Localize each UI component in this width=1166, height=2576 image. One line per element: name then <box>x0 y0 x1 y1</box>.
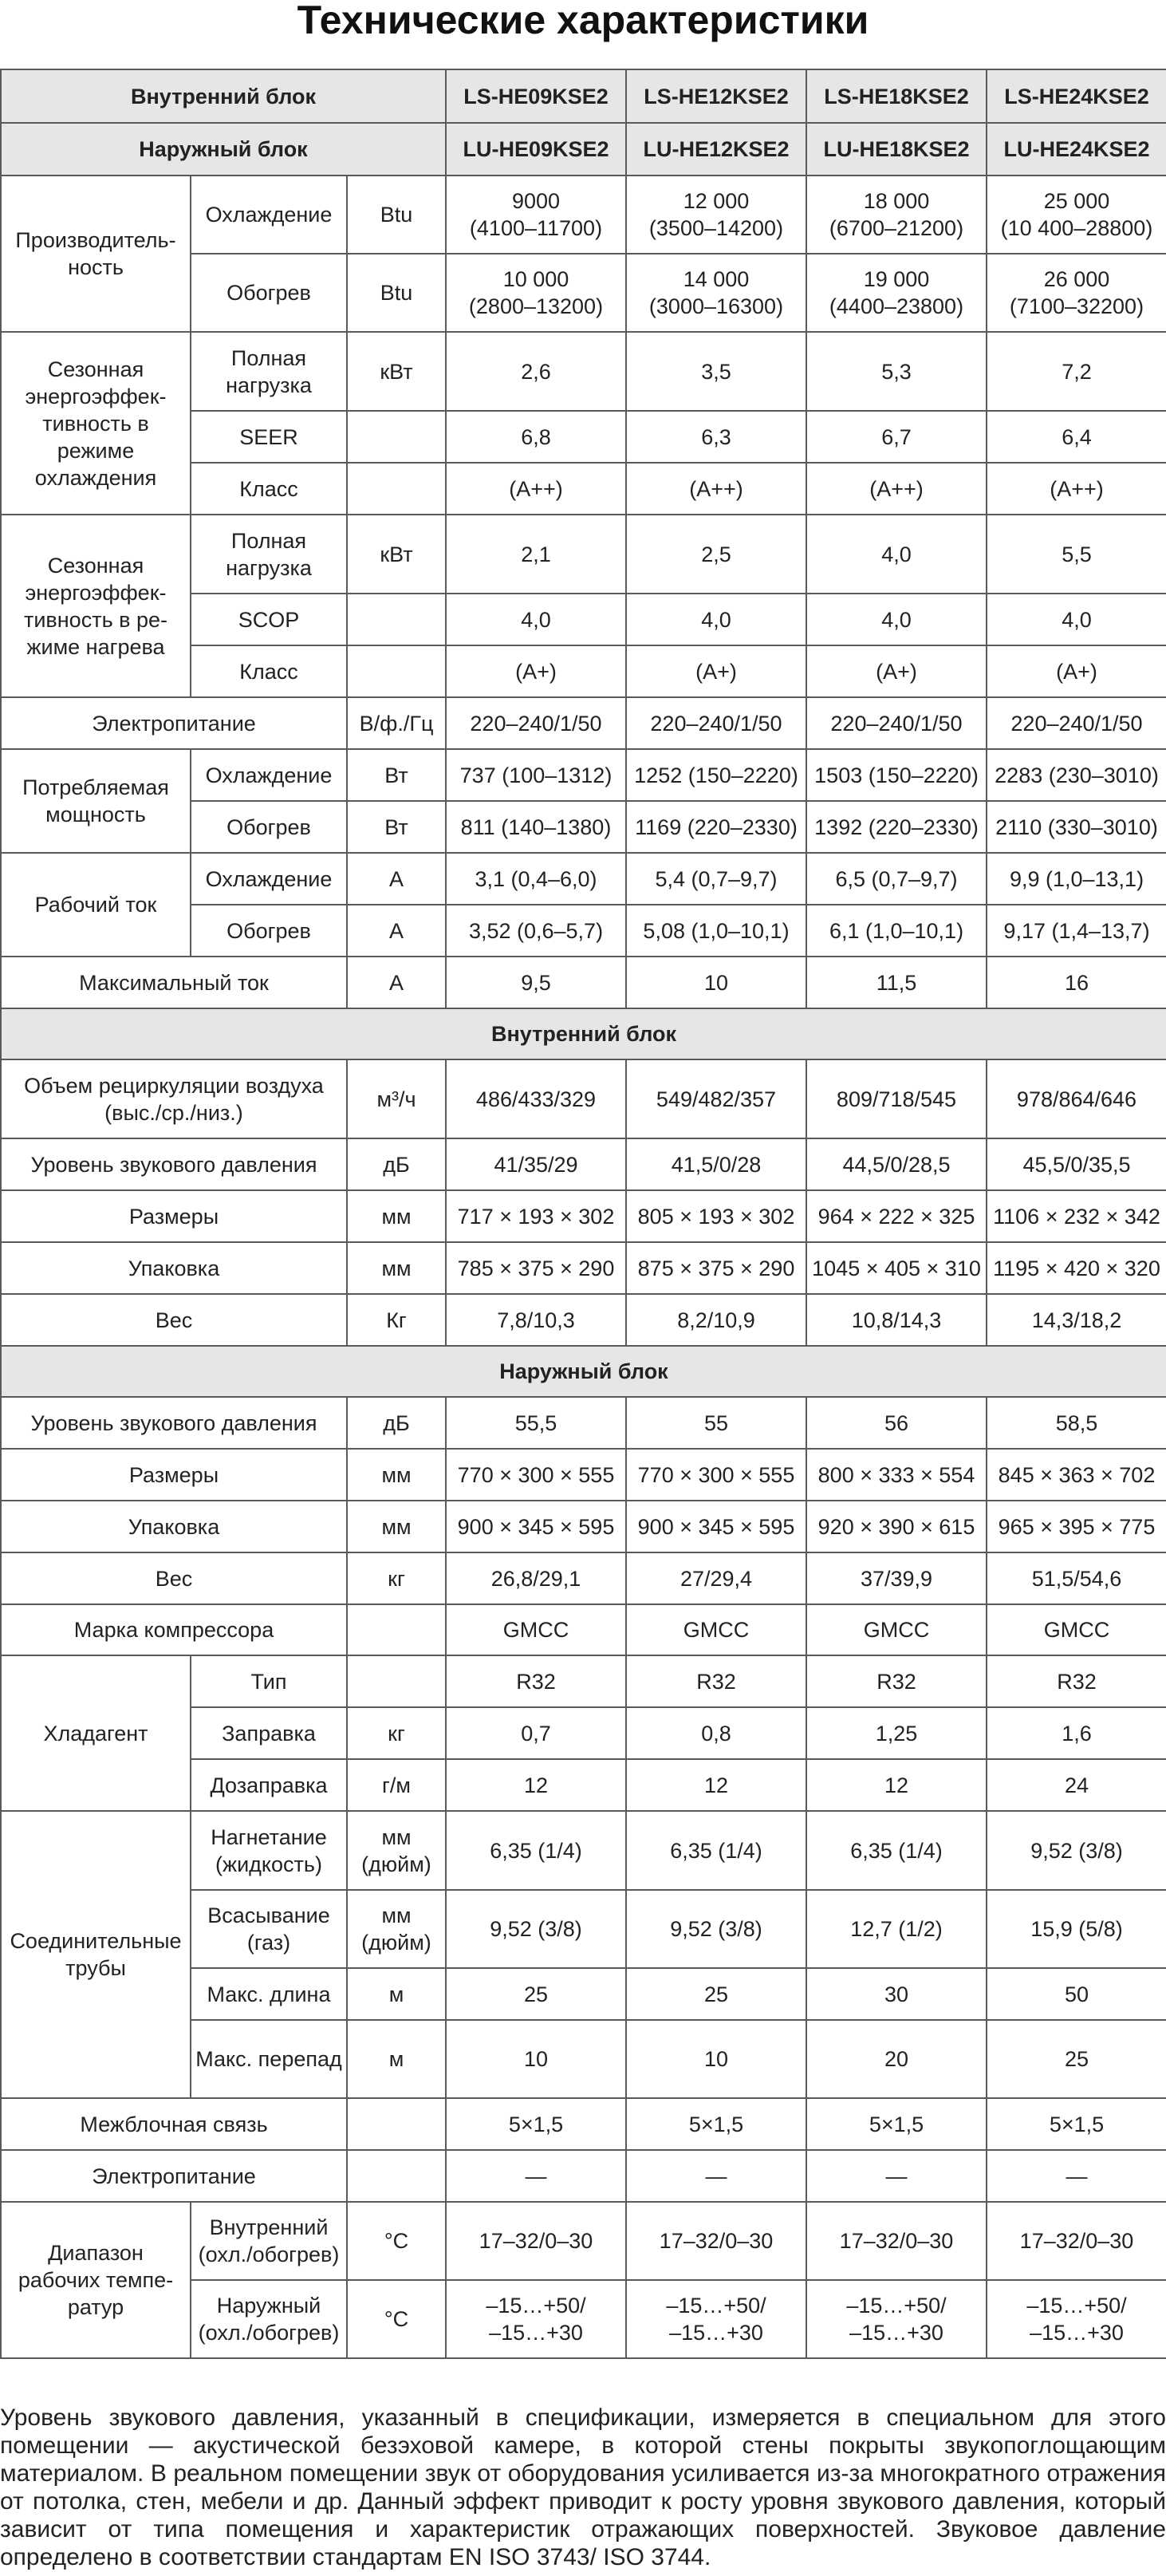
model-cell: LS-HE09KSE2 <box>446 69 626 123</box>
scop-full-row <box>1 515 1166 594</box>
value-cell: (A+) <box>806 645 987 697</box>
value-cell: 14,3/18,2 <box>987 1294 1166 1346</box>
value-cell: 25 <box>626 1968 806 2020</box>
group-label: Хладагент <box>1 1655 191 1811</box>
value-line: –15…+50/ <box>846 2294 947 2318</box>
value-cell: 17–32/0–30 <box>987 2202 1166 2280</box>
value-cell: 10 <box>626 2020 806 2098</box>
row-label: Уровень звукового давления <box>1 1138 347 1190</box>
value-cell: 16 <box>987 957 1166 1008</box>
value-cell: 10 <box>626 957 806 1008</box>
value-cell: 1252 (150–2220) <box>626 749 806 801</box>
value-line: (2800–13200) <box>468 294 604 318</box>
outdoor-pack-row <box>1 1501 1166 1552</box>
value-cell <box>446 2280 626 2358</box>
value-cell: R32 <box>806 1655 987 1707</box>
value-cell: 10,8/14,3 <box>806 1294 987 1346</box>
row-label: Марка компрессора <box>1 1604 347 1655</box>
label-line: Нагнетание <box>211 1825 327 1849</box>
value-line: 26 000 <box>1043 267 1110 291</box>
value-cell: 1106 × 232 × 342 <box>987 1190 1166 1242</box>
value-cell: 55 <box>626 1397 806 1449</box>
value-cell: 220–240/1/50 <box>806 697 987 749</box>
value-line: 10 000 <box>502 267 569 291</box>
value-cell: 1169 (220–2330) <box>626 801 806 853</box>
value-cell: 24 <box>987 1759 1166 1811</box>
unit-cell <box>347 1890 446 1968</box>
value-cell: 6,3 <box>626 411 806 463</box>
unit-cell: мм <box>347 1190 446 1242</box>
value-line: 9000 <box>511 189 561 213</box>
sub-label <box>191 2280 347 2358</box>
value-cell: 800 × 333 × 554 <box>806 1449 987 1501</box>
value-cell: 12 <box>806 1759 987 1811</box>
value-cell: 9,52 (3/8) <box>446 1890 626 1968</box>
unit-cell <box>347 1811 446 1890</box>
value-cell: 0,7 <box>446 1707 626 1759</box>
value-cell: 26,8/29,1 <box>446 1552 626 1604</box>
unit-cell: г/м <box>347 1759 446 1811</box>
value-cell: 809/718/545 <box>806 1059 987 1138</box>
row-label: Размеры <box>1 1449 347 1501</box>
value-line: (7100–32200) <box>1009 294 1144 318</box>
value-cell: 20 <box>806 2020 987 2098</box>
value-cell: (A++) <box>626 463 806 515</box>
unit-cell <box>347 463 446 515</box>
value-cell: 900 × 345 × 595 <box>446 1501 626 1552</box>
value-cell: 12,7 (1/2) <box>806 1890 987 1968</box>
outdoor-model-row <box>1 123 1166 176</box>
sub-label: Охлаждение <box>191 853 347 905</box>
sub-label: SEER <box>191 411 347 463</box>
unit-cell: °C <box>347 2202 446 2280</box>
value-cell: 2,1 <box>446 515 626 594</box>
value-cell: 900 × 345 × 595 <box>626 1501 806 1552</box>
unit-cell: дБ <box>347 1138 446 1190</box>
indoor-pack-row <box>1 1242 1166 1294</box>
group-label: Потребляемая мощность <box>1 749 191 853</box>
value-cell: (A++) <box>446 463 626 515</box>
value-cell: 220–240/1/50 <box>446 697 626 749</box>
indoor-weight-row <box>1 1294 1166 1346</box>
value-cell: R32 <box>446 1655 626 1707</box>
value-cell: 4,0 <box>446 594 626 645</box>
group-label: Диапазон рабочих темпе-ратур <box>1 2202 191 2358</box>
value-line: –15…+30 <box>849 2321 943 2345</box>
value-cell: R32 <box>626 1655 806 1707</box>
value-line: (3500–14200) <box>648 216 784 240</box>
value-cell: 978/864/646 <box>987 1059 1166 1138</box>
value-cell: 27/29,4 <box>626 1552 806 1604</box>
model-cell: LU-HE12KSE2 <box>626 123 806 176</box>
unit-cell: м³/ч <box>347 1059 446 1138</box>
value-cell: 5×1,5 <box>626 2098 806 2150</box>
value-cell: 5,5 <box>987 515 1166 594</box>
value-cell <box>987 2280 1166 2358</box>
value-cell: (A+) <box>987 645 1166 697</box>
value-cell: 8,2/10,9 <box>626 1294 806 1346</box>
value-cell: 1195 × 420 × 320 <box>987 1242 1166 1294</box>
value-cell <box>626 254 806 332</box>
value-cell: 1045 × 405 × 310 <box>806 1242 987 1294</box>
unit-cell: мм <box>347 1242 446 1294</box>
value-cell: 55,5 <box>446 1397 626 1449</box>
sub-label: Класс <box>191 463 347 515</box>
value-line: –15…+50/ <box>666 2294 766 2318</box>
unit-line: мм <box>381 1825 412 1849</box>
label-line: (охл./обогрев) <box>198 2243 340 2266</box>
value-cell: (A++) <box>987 463 1166 515</box>
unit-cell: Вт <box>347 749 446 801</box>
value-line: 12 000 <box>683 189 750 213</box>
value-cell: 6,7 <box>806 411 987 463</box>
value-line: (6700–21200) <box>829 216 964 240</box>
model-cell: LS-HE12KSE2 <box>626 69 806 123</box>
value-cell: 737 (100–1312) <box>446 749 626 801</box>
indoor-model-row <box>1 69 1166 123</box>
value-cell: 9,52 (3/8) <box>987 1811 1166 1890</box>
value-cell: 44,5/0/28,5 <box>806 1138 987 1190</box>
value-cell: 875 × 375 × 290 <box>626 1242 806 1294</box>
label-line: Внутренний <box>209 2215 329 2239</box>
sub-label: Макс. длина <box>191 1968 347 2020</box>
value-cell: 6,1 (1,0–10,1) <box>806 905 987 957</box>
unit-cell: кг <box>347 1707 446 1759</box>
value-cell: 30 <box>806 1968 987 2020</box>
range-indoor-row <box>1 2202 1166 2280</box>
value-line: (4400–23800) <box>829 294 964 318</box>
value-cell: GMCC <box>806 1604 987 1655</box>
model-cell: LU-HE09KSE2 <box>446 123 626 176</box>
value-cell: 5×1,5 <box>987 2098 1166 2150</box>
unit-cell: °C <box>347 2280 446 2358</box>
sub-label: Дозаправка <box>191 1759 347 1811</box>
sub-label: Полная нагрузка <box>191 515 347 594</box>
value-cell: R32 <box>987 1655 1166 1707</box>
section-title: Наружный блок <box>1 1346 1166 1397</box>
value-cell: 1,25 <box>806 1707 987 1759</box>
label-line: Всасывание <box>207 1903 330 1927</box>
value-cell: 56 <box>806 1397 987 1449</box>
value-cell: 4,0 <box>806 594 987 645</box>
value-cell: 6,4 <box>987 411 1166 463</box>
value-cell: 5×1,5 <box>806 2098 987 2150</box>
sub-label: Обогрев <box>191 254 347 332</box>
value-cell: 965 × 395 × 775 <box>987 1501 1166 1552</box>
value-line: (10 400–28800) <box>1000 216 1153 240</box>
unit-cell: мм <box>347 1501 446 1552</box>
sub-label: Охлаждение <box>191 176 347 254</box>
indoor-airflow-row <box>1 1059 1166 1138</box>
value-cell: 9,17 (1,4–13,7) <box>987 905 1166 957</box>
unit-cell: Вт <box>347 801 446 853</box>
unit-cell <box>347 1655 446 1707</box>
value-cell: 805 × 193 × 302 <box>626 1190 806 1242</box>
value-cell: 9,52 (3/8) <box>626 1890 806 1968</box>
row-label: Электропитание <box>1 697 347 749</box>
value-line: (4100–11700) <box>469 216 603 240</box>
interconnect-row <box>1 2098 1166 2150</box>
row-label: Внутренний блок <box>1 69 446 123</box>
value-cell: 12 <box>626 1759 806 1811</box>
value-cell: 6,5 (0,7–9,7) <box>806 853 987 905</box>
value-cell <box>987 254 1166 332</box>
value-cell: — <box>626 2150 806 2202</box>
unit-cell <box>347 411 446 463</box>
unit-cell: Кг <box>347 1294 446 1346</box>
power-supply-row <box>1 697 1166 749</box>
value-cell: 3,5 <box>626 332 806 411</box>
value-cell: 9,5 <box>446 957 626 1008</box>
row-label <box>1 1059 347 1138</box>
value-line: –15…+50/ <box>1026 2294 1127 2318</box>
value-cell: 41,5/0/28 <box>626 1138 806 1190</box>
row-label: Размеры <box>1 1190 347 1242</box>
value-cell: 9,9 (1,0–13,1) <box>987 853 1166 905</box>
value-cell: — <box>806 2150 987 2202</box>
sub-label: SCOP <box>191 594 347 645</box>
group-label: Сезонная энергоэффек-тивность в ре-жиме нагрева <box>1 515 191 697</box>
current-cool-row <box>1 853 1166 905</box>
value-line: 19 000 <box>863 267 930 291</box>
label-line: (выс./ср./низ.) <box>104 1100 243 1125</box>
value-line: (3000–16300) <box>648 294 784 318</box>
sub-label: Обогрев <box>191 905 347 957</box>
value-cell: 2283 (230–3010) <box>987 749 1166 801</box>
value-cell: 5×1,5 <box>446 2098 626 2150</box>
value-cell: 51,5/54,6 <box>987 1552 1166 1604</box>
value-cell <box>987 176 1166 254</box>
group-label: Соединительные трубы <box>1 1811 191 2098</box>
sub-label: Класс <box>191 645 347 697</box>
value-cell: GMCC <box>446 1604 626 1655</box>
value-cell: 770 × 300 × 555 <box>446 1449 626 1501</box>
row-label: Уровень звукового давления <box>1 1397 347 1449</box>
outdoor-dims-row <box>1 1449 1166 1501</box>
label-line: (жидкость) <box>215 1852 322 1876</box>
value-cell: 7,2 <box>987 332 1166 411</box>
unit-cell: Btu <box>347 254 446 332</box>
row-label: Межблочная связь <box>1 2098 347 2150</box>
value-cell: 486/433/329 <box>446 1059 626 1138</box>
unit-cell: Btu <box>347 176 446 254</box>
sub-label: Полная нагрузка <box>191 332 347 411</box>
value-cell: 1,6 <box>987 1707 1166 1759</box>
model-cell: LS-HE24KSE2 <box>987 69 1166 123</box>
label-line: Наружный <box>216 2294 321 2318</box>
value-cell: 1392 (220–2330) <box>806 801 987 853</box>
value-cell: 25 <box>446 1968 626 2020</box>
label-line: (охл./обогрев) <box>198 2321 340 2345</box>
value-cell: 717 × 193 × 302 <box>446 1190 626 1242</box>
row-label: Наружный блок <box>1 123 446 176</box>
piping-liquid-row <box>1 1811 1166 1890</box>
page-title: Технические характеристики <box>297 0 869 42</box>
value-cell: 6,35 (1/4) <box>446 1811 626 1890</box>
value-cell: 5,08 (1,0–10,1) <box>626 905 806 957</box>
row-label: Вес <box>1 1294 347 1346</box>
value-cell: 37/39,9 <box>806 1552 987 1604</box>
label-line: (газ) <box>246 1931 291 1955</box>
row-label: Электропитание <box>1 2150 347 2202</box>
value-cell: 3,52 (0,6–5,7) <box>446 905 626 957</box>
value-cell: 2,5 <box>626 515 806 594</box>
value-cell: 3,1 (0,4–6,0) <box>446 853 626 905</box>
model-cell: LS-HE18KSE2 <box>806 69 987 123</box>
value-line: 14 000 <box>683 267 750 291</box>
value-cell: 45,5/0/35,5 <box>987 1138 1166 1190</box>
unit-cell <box>347 645 446 697</box>
outdoor-section-header <box>1 1346 1166 1397</box>
label-line: Объем рециркуляции воздуха <box>24 1073 324 1098</box>
value-line: 18 000 <box>863 189 930 213</box>
unit-cell <box>347 1604 446 1655</box>
sub-label: Обогрев <box>191 801 347 853</box>
value-cell: 770 × 300 × 555 <box>626 1449 806 1501</box>
value-cell: 845 × 363 × 702 <box>987 1449 1166 1501</box>
refrigerant-type-row <box>1 1655 1166 1707</box>
group-label: Производитель-ность <box>1 176 191 332</box>
value-cell: 25 <box>987 2020 1166 2098</box>
unit-cell: м <box>347 1968 446 2020</box>
value-cell: 811 (140–1380) <box>446 801 626 853</box>
row-label: Максимальный ток <box>1 957 347 1008</box>
unit-cell: В/ф./Гц <box>347 697 446 749</box>
value-cell: 4,0 <box>987 594 1166 645</box>
value-cell: — <box>446 2150 626 2202</box>
value-cell: 2110 (330–3010) <box>987 801 1166 853</box>
value-line: –15…+30 <box>489 2321 583 2345</box>
value-cell: 58,5 <box>987 1397 1166 1449</box>
sub-label <box>191 2202 347 2280</box>
outdoor-power-row <box>1 2150 1166 2202</box>
value-cell: 1503 (150–2220) <box>806 749 987 801</box>
max-current-row <box>1 957 1166 1008</box>
value-cell: (A+) <box>446 645 626 697</box>
value-cell: 11,5 <box>806 957 987 1008</box>
value-cell <box>806 254 987 332</box>
value-cell: (A++) <box>806 463 987 515</box>
seer-full-row <box>1 332 1166 411</box>
sub-label: Макс. перепад <box>191 2020 347 2098</box>
unit-line: (дюйм) <box>361 1931 431 1955</box>
row-label: Упаковка <box>1 1242 347 1294</box>
value-line: –15…+50/ <box>486 2294 586 2318</box>
outdoor-noise-row <box>1 1397 1166 1449</box>
unit-cell: мм <box>347 1449 446 1501</box>
sub-label: Охлаждение <box>191 749 347 801</box>
value-cell: 6,8 <box>446 411 626 463</box>
value-cell: 5,4 (0,7–9,7) <box>626 853 806 905</box>
unit-cell: А <box>347 905 446 957</box>
value-cell <box>806 2280 987 2358</box>
value-cell: 6,35 (1/4) <box>806 1811 987 1890</box>
value-cell: 4,0 <box>626 594 806 645</box>
unit-cell <box>347 594 446 645</box>
value-cell: GMCC <box>626 1604 806 1655</box>
sub-label: Заправка <box>191 1707 347 1759</box>
row-label: Упаковка <box>1 1501 347 1552</box>
value-cell <box>626 176 806 254</box>
unit-cell: м <box>347 2020 446 2098</box>
value-cell: 17–32/0–30 <box>446 2202 626 2280</box>
value-cell: 5,3 <box>806 332 987 411</box>
value-cell <box>806 176 987 254</box>
unit-cell: кВт <box>347 332 446 411</box>
value-cell <box>446 254 626 332</box>
value-cell: 7,8/10,3 <box>446 1294 626 1346</box>
value-cell: — <box>987 2150 1166 2202</box>
value-cell: 15,9 (5/8) <box>987 1890 1166 1968</box>
value-cell <box>626 2280 806 2358</box>
value-cell: (A+) <box>626 645 806 697</box>
compressor-row <box>1 1604 1166 1655</box>
value-cell: 4,0 <box>806 515 987 594</box>
value-line: 25 000 <box>1043 189 1110 213</box>
value-cell: 6,35 (1/4) <box>626 1811 806 1890</box>
unit-cell: кВт <box>347 515 446 594</box>
indoor-section-header <box>1 1008 1166 1059</box>
unit-cell: А <box>347 853 446 905</box>
row-label: Вес <box>1 1552 347 1604</box>
value-cell: 220–240/1/50 <box>626 697 806 749</box>
value-cell: 10 <box>446 2020 626 2098</box>
section-title: Внутренний блок <box>1 1008 1166 1059</box>
indoor-dims-row <box>1 1190 1166 1242</box>
value-cell: 220–240/1/50 <box>987 697 1166 749</box>
unit-cell <box>347 2098 446 2150</box>
value-cell: 41/35/29 <box>446 1138 626 1190</box>
value-cell: 50 <box>987 1968 1166 2020</box>
value-cell: 920 × 390 × 615 <box>806 1501 987 1552</box>
group-label: Рабочий ток <box>1 853 191 957</box>
value-cell: 2,6 <box>446 332 626 411</box>
value-cell: GMCC <box>987 1604 1166 1655</box>
unit-cell <box>347 2150 446 2202</box>
sub-label <box>191 1890 347 1968</box>
unit-line: мм <box>381 1903 412 1927</box>
value-line: –15…+30 <box>669 2321 763 2345</box>
footnote-text: Уровень звукового давления, указанный в спецификации, измеряется в специальном для этого помещении — акустической безэховой камере, в которой стены покрыты звукопоглощающим материалом. В реальном помещении звук от оборудования усиливается из-за многократного отражения от потолка, стен, мебели и др. Данный эффект приводит к росту уровня звукового давления, который зависит от типа помещения и характеристик отражающих поверхностей. Звуковое давление определено в соответствии стандартам EN ISO 3743/ ISO 3744. <box>0 2404 1166 2570</box>
value-cell: 785 × 375 × 290 <box>446 1242 626 1294</box>
sub-label <box>191 1811 347 1890</box>
model-cell: LU-HE18KSE2 <box>806 123 987 176</box>
value-cell: 0,8 <box>626 1707 806 1759</box>
value-cell: 964 × 222 × 325 <box>806 1190 987 1242</box>
value-line: –15…+30 <box>1030 2321 1124 2345</box>
power-input-cool-row <box>1 749 1166 801</box>
group-label: Сезонная энергоэффек-тивность в режиме охлаждения <box>1 332 191 515</box>
unit-cell: А <box>347 957 446 1008</box>
indoor-noise-row <box>1 1138 1166 1190</box>
value-cell: 12 <box>446 1759 626 1811</box>
value-cell: 549/482/357 <box>626 1059 806 1138</box>
sub-label: Тип <box>191 1655 347 1707</box>
spec-table <box>0 69 1166 2359</box>
unit-line: (дюйм) <box>361 1852 431 1876</box>
value-cell: 17–32/0–30 <box>806 2202 987 2280</box>
capacity-cool-row <box>1 176 1166 254</box>
model-cell: LU-HE24KSE2 <box>987 123 1166 176</box>
unit-cell: дБ <box>347 1397 446 1449</box>
value-cell: 17–32/0–30 <box>626 2202 806 2280</box>
value-cell <box>446 176 626 254</box>
unit-cell: кг <box>347 1552 446 1604</box>
outdoor-weight-row <box>1 1552 1166 1604</box>
